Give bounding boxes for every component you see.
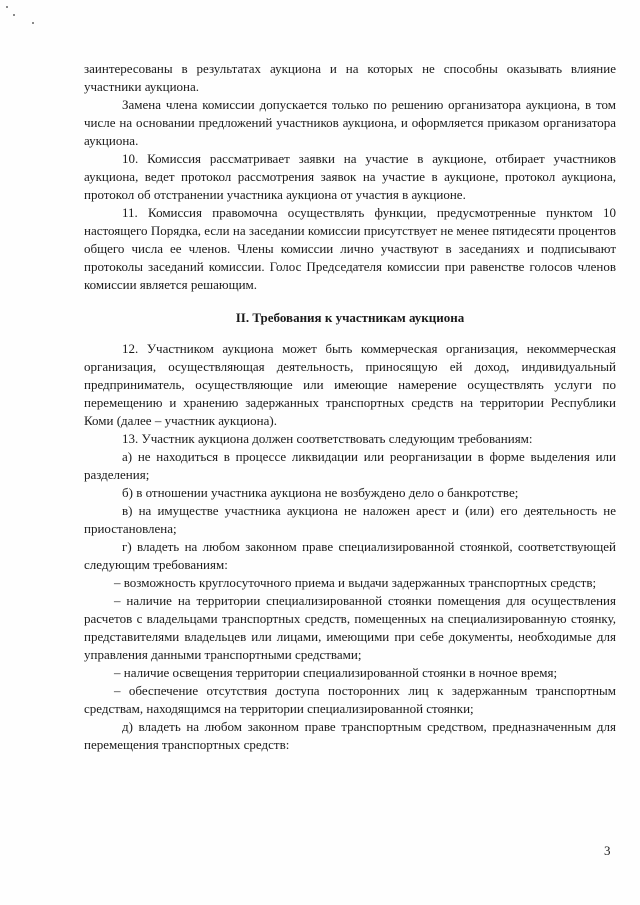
requirement-dash-4: – обеспечение отсутствия доступа посторонних лиц к задержанным транспортным средствам, находящимся на территории специализированной стоянки; (84, 683, 616, 716)
paragraph-12: 12. Участником аукциона может быть коммерческая организация, некоммерческая организация, осуществляющая деятельность, приносящую ей доход, индивидуальный предприниматель, осуществляющие или имеющие намерение осуществлять услуги по перемещению и хранению задержанных транспортных средств на территории Республики Коми (далее – участник аукциона). (84, 341, 616, 428)
paragraph-13: 13. Участник аукциона должен соответствовать следующим требованиям: (122, 431, 533, 446)
requirement-g: г) владеть на любом законном праве специализированной стоянкой, соответствующей следующим требованиям: (84, 539, 616, 572)
paragraph-continuation: заинтересованы в результатах аукциона и на которых не способны оказывать влияние участники аукциона. (84, 61, 616, 94)
requirement-dash-3: – наличие освещения территории специализированной стоянки в ночное время; (114, 665, 558, 680)
requirement-dash-2: – наличие на территории специализированной стоянки помещения для осуществления расчетов с владельцами транспортных средств, помещенных на специализированную стоянку, представителями владельцев или лицами, имеющими при себе документы, необходимые для управления данными транспортными средствами; (84, 593, 616, 662)
requirement-a: а) не находиться в процессе ликвидации или реорганизации в форме выделения или разделения; (84, 449, 616, 482)
document-body (84, 60, 616, 754)
paragraph-member-replacement: Замена члена комиссии допускается только по решению организатора аукциона, в том числе на основании предложений участников аукциона, и оформляется приказом организатора аукциона. (84, 97, 616, 148)
requirement-b: б) в отношении участника аукциона не возбуждено дело о банкротстве; (122, 485, 519, 500)
section-heading: II. Требования к участникам аукциона (235, 310, 465, 325)
requirement-d: д) владеть на любом законном праве транспортным средством, предназначенным для перемещения транспортных средств: (84, 719, 616, 752)
paragraph-10: 10. Комиссия рассматривает заявки на участие в аукционе, отбирает участников аукциона, ведет протокол рассмотрения заявок на участие в аукционе, протокол аукциона, протокол об отстранении участника аукциона от участия в аукционе. (84, 151, 616, 202)
page-number: 3 (604, 843, 611, 858)
requirement-v: в) на имуществе участника аукциона не наложен арест и (или) его деятельность не приостановлена; (84, 503, 616, 536)
paragraph-11: 11. Комиссия правомочна осуществлять функции, предусмотренные пунктом 10 настоящего Порядка, если на заседании комиссии присутствует не менее пятидесяти процентов общего числа ее членов. Члены комиссии лично участвуют в заседаниях и подписывают протоколы заседаний комиссии. Голос Председателя комиссии при равенстве голосов членов комиссии является решающим. (84, 205, 616, 292)
requirement-dash-1: – возможность круглосуточного приема и выдачи задержанных транспортных средств; (114, 575, 597, 590)
